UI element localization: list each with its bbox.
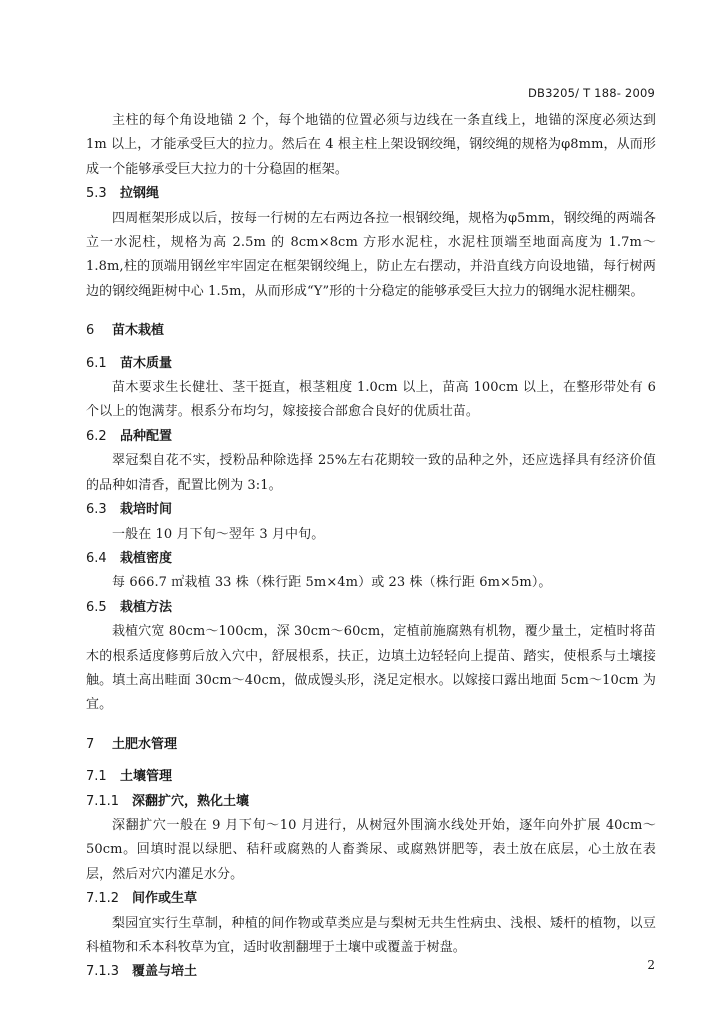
chapter-number: 6 <box>86 323 95 339</box>
paragraph: 梨园宜实行生草制，种植的间作物或草类应是与梨树无共生性病虫、浅根、矮杆的植物，以豆科植物和禾本科牧草为宜，适时收割翻埋于土壤中或覆盖于树盘。 <box>86 915 656 955</box>
section-heading-6-1 <box>86 352 656 376</box>
section-title: 品种配置 <box>120 428 173 444</box>
section-number: 6.1 <box>86 355 107 371</box>
section-heading-6-2 <box>86 425 656 449</box>
section-number: 6.4 <box>86 550 107 566</box>
section-heading-6-5 <box>86 596 656 620</box>
subsection-title: 深翻扩穴，熟化土壤 <box>132 793 250 809</box>
section-title: 栽培时间 <box>120 502 173 518</box>
section-number: 6.5 <box>86 599 107 615</box>
section-number: 5.3 <box>86 186 107 202</box>
subsection-title: 覆盖与培土 <box>132 964 198 980</box>
subsection-heading-7-1-3 <box>86 960 656 984</box>
subsection-title: 间作或生草 <box>132 891 198 907</box>
section-title: 栽植密度 <box>120 550 173 566</box>
section-heading-5-3 <box>86 182 656 206</box>
chapter-number: 7 <box>86 736 95 752</box>
section-heading-7-1 <box>86 765 656 789</box>
section-number: 6.3 <box>86 502 107 518</box>
chapter-heading-7 <box>86 733 656 757</box>
chapter-heading-6 <box>86 319 656 343</box>
subsection-heading-7-1-2 <box>86 887 656 911</box>
standard-code: DB3205/ T 188- 2009 <box>527 86 655 100</box>
paragraph: 深翻扩穴一般在 9 月下旬～10 月进行，从树冠外围滴水线处开始，逐年向外扩展 40cm～50cm。回填时混以绿肥、秸秆或腐熟的人畜粪尿、或腐熟饼肥等，表土放在底层，心土放在表层，然后对穴内灌足水分。 <box>86 817 656 882</box>
section-heading-6-4 <box>86 547 656 571</box>
page-number: 2 <box>647 958 655 972</box>
section-title: 土壤管理 <box>120 769 173 785</box>
section-number: 6.2 <box>86 428 107 444</box>
subsection-number: 7.1.1 <box>86 793 120 809</box>
subsection-heading-7-1-1 <box>86 790 656 814</box>
section-number: 7.1 <box>86 769 107 785</box>
paragraph: 每 666.7 ㎡栽植 33 株（株行距 5m×4m）或 23 株（株行距 6m×5m）。 <box>112 575 552 591</box>
paragraph: 栽植穴宽 80cm～100cm，深 30cm～60cm，定植前施腐熟有机物，覆少量土，定植时将苗木的根系适度修剪后放入穴中，舒展根系，扶正，边填土边轻轻向上提苗、踏实，使根系与土壤接触。填土高出畦面 30cm～40cm，做成馒头形，浇足定根水。以嫁接口露出地面 5cm～10cm 为宜。 <box>86 624 656 713</box>
paragraph: 苗木要求生长健壮、茎干挺直，根茎粗度 1.0cm 以上，苗高 100cm 以上，在整形带处有 6 个以上的饱满芽。根系分布均匀，嫁接接合部愈合良好的优质壮苗。 <box>86 380 656 420</box>
subsection-number: 7.1.3 <box>86 964 120 980</box>
chapter-title: 土肥水管理 <box>112 736 178 752</box>
paragraph: 主柱的每个角设地锚 2 个，每个地锚的位置必须与边线在一条直线上，地锚的深度必须达到1m 以上，才能承受巨大的拉力。然后在 4 根主柱上架设钢绞绳，钢绞绳的规格为φ8mm，从而形成一个能够承受巨大拉力的十分稳固的框架。 <box>86 113 656 177</box>
section-heading-6-3 <box>86 498 656 522</box>
document-body <box>86 109 656 985</box>
section-title: 拉钢绳 <box>120 186 160 202</box>
section-title: 栽植方法 <box>120 599 173 615</box>
paragraph: 四周框架形成以后，按每一行树的左右两边各拉一根钢绞绳，规格为φ5mm，钢绞绳的两端各立一水泥柱，规格为高 2.5m 的 8cm×8cm 方形水泥柱，水泥柱顶端至地面高度为 1.7m～1.8m,柱的顶端用钢丝牢牢固定在框架钢绞绳上，防止左右摆动，并沿直线方向设地锚，每行树两边的钢绞绳距树中心 1.5m，从而形成“Y”形的十分稳定的能够承受巨大拉力的钢绳水泥柱棚架。 <box>86 210 656 299</box>
section-title: 苗木质量 <box>120 355 173 371</box>
paragraph: 翠冠梨自花不实，授粉品种除选择 25%左右花期较一致的品种之外，还应选择具有经济价值的品种如清香，配置比例为 3:1。 <box>86 453 656 493</box>
chapter-title: 苗木栽植 <box>112 323 165 339</box>
paragraph: 一般在 10 月下旬～翌年 3 月中旬。 <box>112 526 325 542</box>
subsection-number: 7.1.2 <box>86 891 120 907</box>
